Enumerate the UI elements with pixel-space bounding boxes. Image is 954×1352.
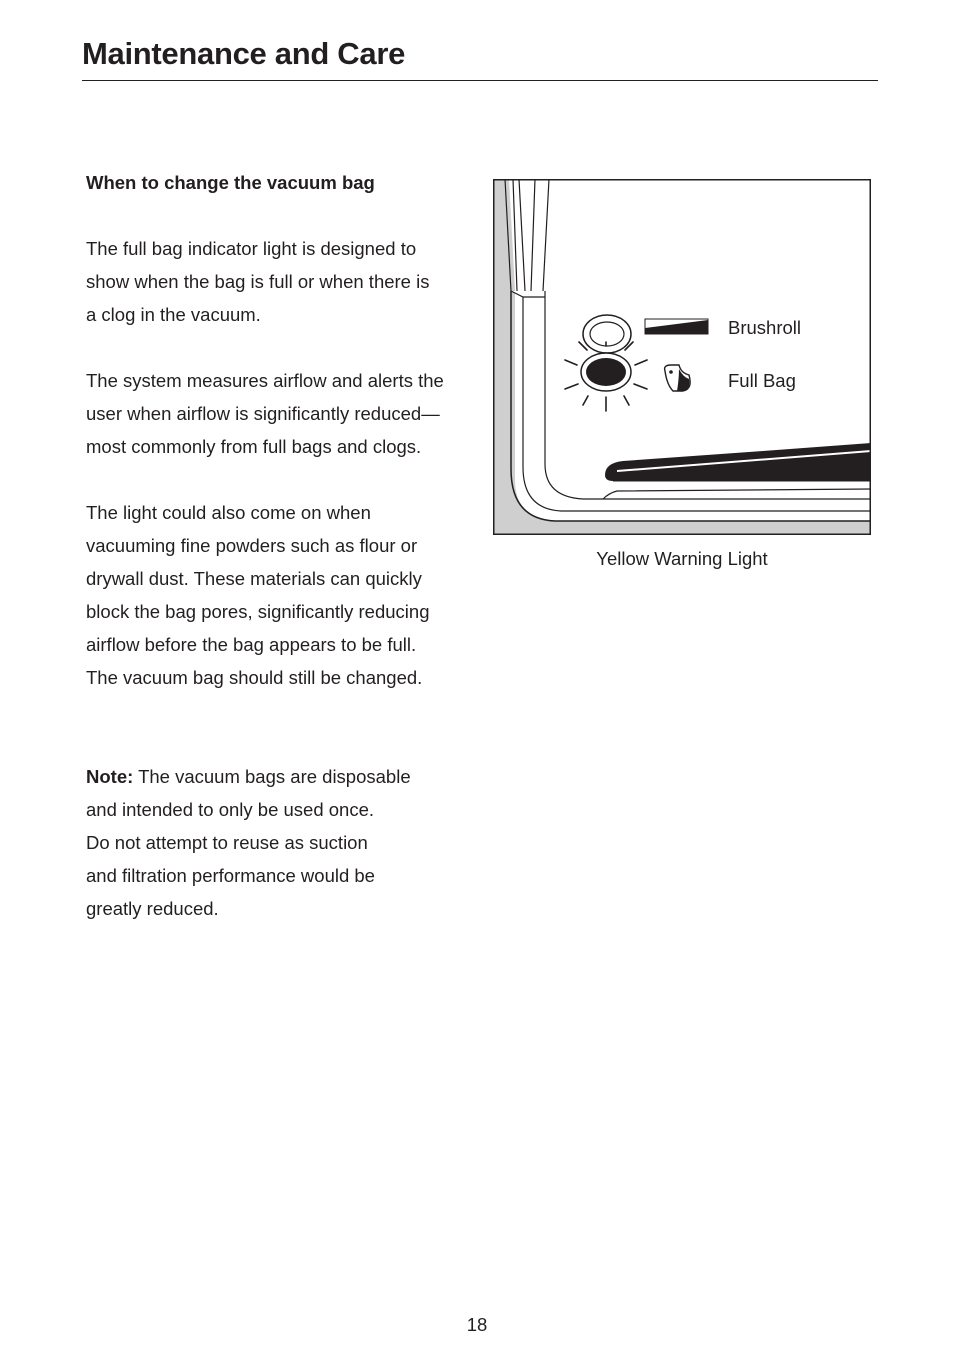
indicator-panel-illustration bbox=[493, 179, 871, 535]
figure-caption: Yellow Warning Light bbox=[596, 548, 768, 569]
note-label: Note: bbox=[86, 766, 134, 787]
housing-edge bbox=[543, 179, 549, 291]
brushroll-label: Brushroll bbox=[728, 317, 801, 338]
note-text: The vacuum bags are disposable and intended to only be used once. Do not attempt to reuse as suction and filtration performance would be greatly reduced. bbox=[86, 766, 411, 919]
section-heading: When to change the vacuum bag bbox=[86, 172, 375, 193]
paragraph-fine-powders: The light could also come on when vacuuming fine powders such as flour or drywall dust. These materials can quickly block the bag pores, significantly reducing airflow before the bag appears to be full. The vacuum bag should still be changed. bbox=[86, 502, 430, 688]
housing-edge bbox=[519, 179, 525, 291]
housing-edge bbox=[531, 179, 535, 291]
brushroll-icon bbox=[645, 319, 708, 334]
indicator-panel-drawing bbox=[493, 179, 871, 535]
page-number: 18 bbox=[466, 1314, 488, 1335]
full-bag-label: Full Bag bbox=[728, 370, 796, 391]
page-title: Maintenance and Care bbox=[82, 36, 406, 71]
title-divider bbox=[82, 80, 878, 81]
text-column bbox=[86, 166, 476, 925]
note-paragraph bbox=[86, 760, 476, 925]
brushroll-indicator-light-icon bbox=[583, 315, 631, 353]
paragraph-airflow-measurement: The system measures airflow and alerts the user when airflow is significantly reduced— most commonly from full bags and clogs. bbox=[86, 370, 444, 457]
panel-step bbox=[511, 291, 545, 297]
paragraph-indicator-purpose: The full bag indicator light is designed to show when the bag is full or when there is a clog in the vacuum. bbox=[86, 238, 430, 325]
